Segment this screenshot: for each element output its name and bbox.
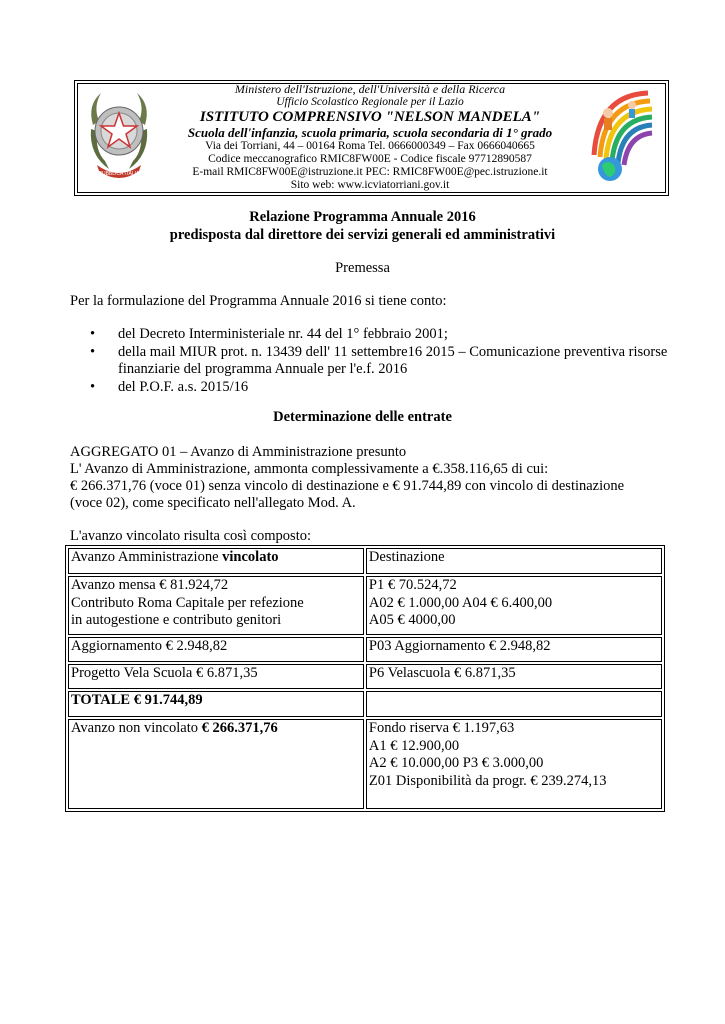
emblem-ribbon-text: REPUBBLICA ITALIANA [91,171,147,177]
school-address: Via dei Torriani, 44 – 00164 Roma Tel. 0666000349 – Fax 0666040665 [205,140,535,152]
table-cell: P1 € 70.524,72 A02 € 1.000,00 A04 € 6.400,00 A05 € 4000,00 [366,576,662,635]
section-heading: Determinazione delle entrate [273,409,452,425]
list-item: • del P.O.F. a.s. 2015/16 [88,379,678,397]
table-row [68,719,662,809]
considerations-list [88,326,678,396]
intro-paragraph: Per la formulazione del Programma Annuale 2016 si tiene conto: [70,293,447,309]
avanzo-intro: L'avanzo vincolato risulta così composto: [70,528,311,544]
regional-office: Ufficio Scolastico Regionale per il Lazio [276,96,464,108]
table-cell: Fondo riserva € 1.197,63 A1 € 12.900,00 A2 € 10.000,00 P3 € 3.000,00 Z01 Disponibilità da progr. € 239.274,13 [366,719,662,809]
document-subtitle: predisposta dal direttore dei servizi generali ed amministrativi [169,227,556,243]
premessa-heading: Premessa [335,260,390,276]
table-cell: Avanzo non vincolato € 266.371,76 [68,719,364,809]
document-title: Relazione Programma Annuale 2016 [249,209,476,225]
table-row [68,548,662,574]
italian-republic-emblem-icon [83,85,155,183]
table-cell: Avanzo mensa € 81.924,72 Contributo Roma Capitale per refezione in autogestione e contributo genitori [68,576,364,635]
institute-name: ISTITUTO COMPRENSIVO "NELSON MANDELA" [199,109,541,125]
school-levels: Scuola dell'infanzia, scuola primaria, scuola secondaria di 1° grado [187,125,553,140]
letterhead [74,80,669,196]
school-website: Sito web: www.icviatorriani.gov.it [290,179,450,191]
school-rainbow-logo-icon [588,85,658,185]
aggregato-line: (voce 02), come specificato nell'allegato Mod. A. [70,495,356,511]
table-cell: Avanzo Amministrazione vincolato [68,548,364,574]
letterhead-text [165,83,575,192]
table-cell: Progetto Vela Scuola € 6.871,35 [68,664,364,689]
aggregato-line: AGGREGATO 01 – Avanzo di Amministrazione presunto [70,444,407,460]
table-row [68,691,662,717]
table-row [68,576,662,635]
table-cell: P6 Velascuola € 6.871,35 [366,664,662,689]
table-cell: Destinazione [366,548,662,574]
school-codes: Codice meccanografico RMIC8FW00E - Codice fiscale 97712890587 [208,153,532,165]
aggregato-line: L' Avanzo di Amministrazione, ammonta complessivamente a €.358.116,65 di cui: [70,461,549,477]
table-cell: P03 Aggiornamento € 2.948,82 [366,637,662,662]
table-row [68,637,662,662]
ministry-name: Ministero dell'Istruzione, dell'Università e della Ricerca [234,82,506,96]
aggregato-line: € 266.371,76 (voce 01) senza vincolo di destinazione e € 91.744,89 con vincolo di destinazione [70,478,625,494]
table-row [68,664,662,689]
list-item: • del Decreto Interministeriale nr. 44 del 1° febbraio 2001; [88,326,678,344]
avanzo-table [65,545,665,812]
school-email: E-mail RMIC8FW00E@istruzione.it PEC: RMIC8FW00E@pec.istruzione.it [192,166,548,178]
table-total-cell: TOTALE € 91.744,89 [68,691,364,717]
table-cell [366,691,662,717]
list-item: • della mail MIUR prot. n. 13439 dell' 11 settembre16 2015 – Comunicazione preventiva risorse finanziarie del programma Annuale per l'e.f. 2016 [88,344,678,379]
table-cell: Aggiornamento € 2.948,82 [68,637,364,662]
